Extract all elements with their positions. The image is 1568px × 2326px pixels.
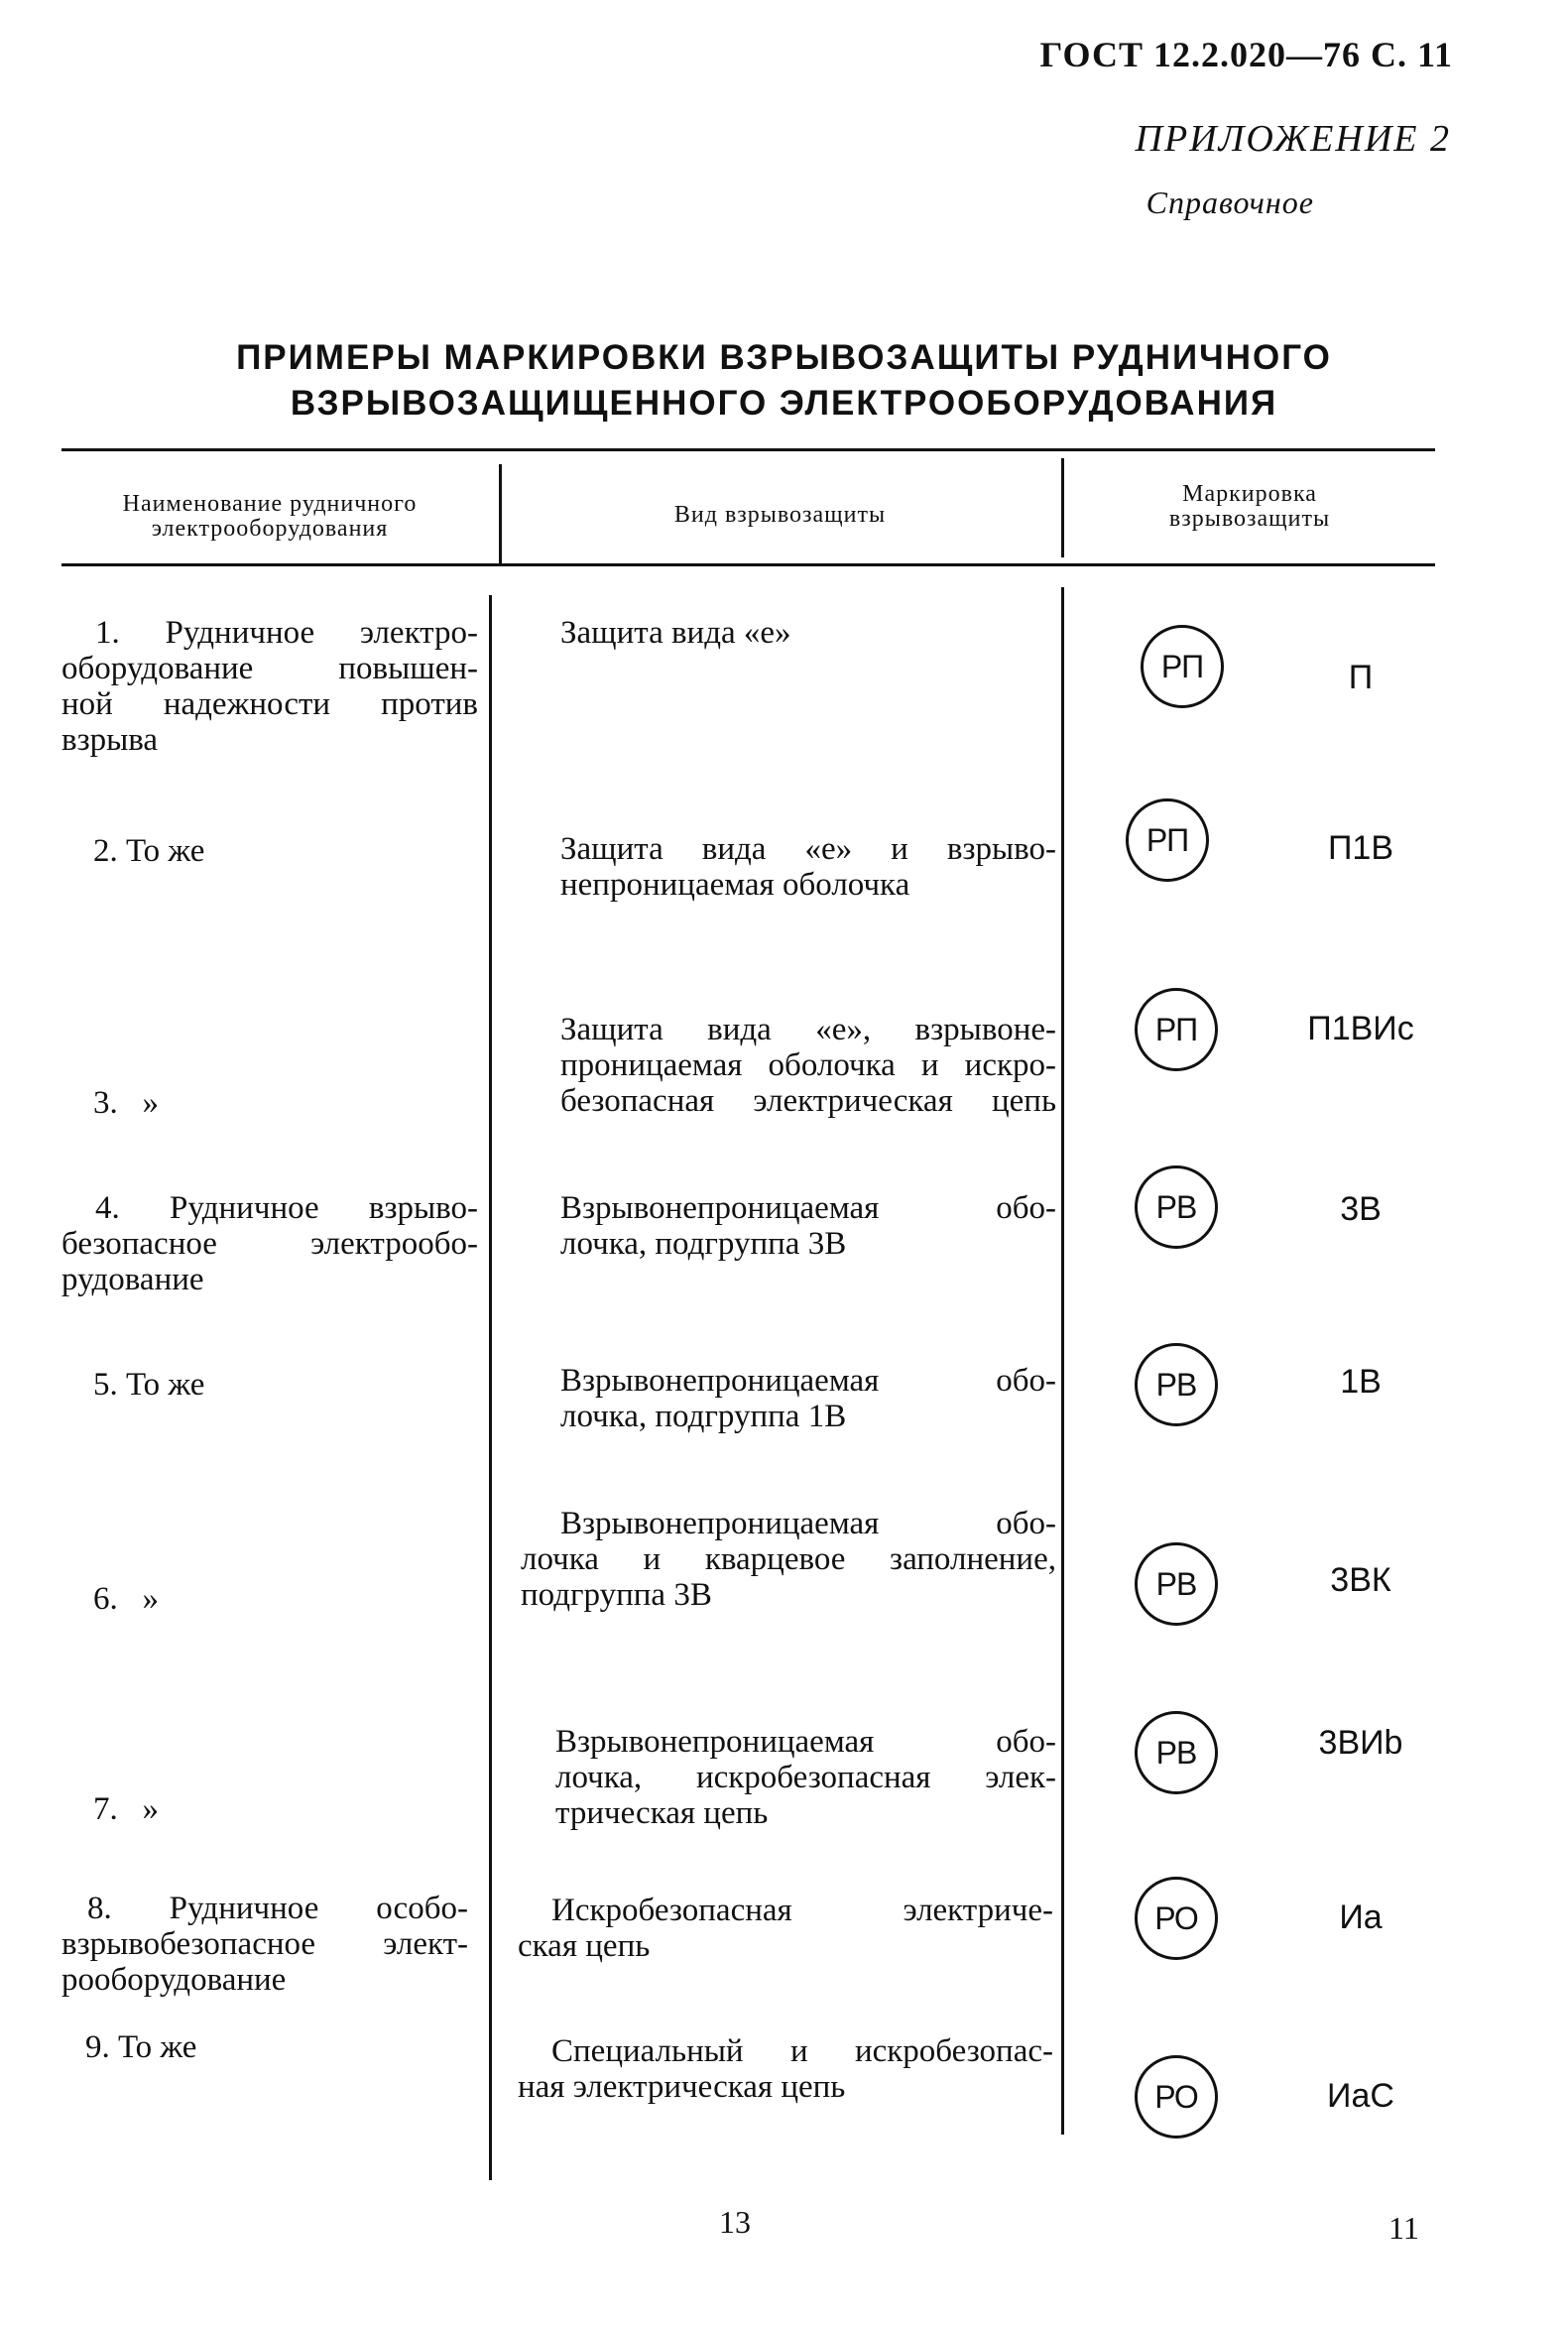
page-number-center: 13 bbox=[719, 2204, 751, 2240]
marking-symbol-icon: РВ bbox=[1135, 1542, 1218, 1626]
marking-symbol-icon: РВ bbox=[1135, 1165, 1218, 1249]
marking-code: 3ВК bbox=[1330, 1561, 1391, 1599]
marking-symbol-icon: РВ bbox=[1135, 1343, 1218, 1426]
table-row-4-name: 4. Рудничное взрыво- безопасное электрообо- рудование bbox=[61, 1190, 478, 1297]
table-row-7-name: 7. » bbox=[93, 1791, 159, 1827]
marking-symbol-icon: РП bbox=[1141, 625, 1224, 708]
title-line-1: ПРИМЕРЫ МАРКИРОВКИ ВЗРЫВОЗАЩИТЫ РУДНИЧНОГО bbox=[236, 338, 1332, 377]
marking-code: ИаС bbox=[1327, 2077, 1394, 2115]
table-row-2-name: 2. То же bbox=[93, 833, 205, 869]
table-row-9-name: 9. То же bbox=[85, 2029, 197, 2065]
marking-code: 3ВИb bbox=[1318, 1724, 1403, 1762]
header-bottom-rule bbox=[61, 563, 1435, 566]
table-row-9-protection: Специальный и искробезопас- ная электрическая цепь bbox=[518, 2033, 1053, 2105]
document-code: ГОСТ 12.2.020—76 С. 11 bbox=[1039, 35, 1453, 74]
marking-code: 1В bbox=[1340, 1363, 1382, 1401]
table-row-6-protection: Взрывонепроницаемая обо- лочка и кварцевое заполнение, подгруппа 3В bbox=[521, 1506, 1056, 1613]
appendix-label: ПРИЛОЖЕНИЕ 2 bbox=[1135, 118, 1451, 160]
marking-symbol-icon: РП bbox=[1135, 988, 1218, 1071]
header-cell-name: Наименование рудничного электрооборудования bbox=[122, 491, 418, 542]
marking-code: Иа bbox=[1339, 1898, 1383, 1936]
marking-symbol-icon: РО bbox=[1135, 1877, 1218, 1960]
marking-symbol-icon: РО bbox=[1135, 2055, 1218, 2139]
marking-symbol-icon: РВ bbox=[1135, 1711, 1218, 1794]
reference-label: Справочное bbox=[1146, 184, 1314, 220]
marking-code: П1В bbox=[1327, 829, 1394, 867]
page-title bbox=[0, 335, 1568, 427]
table-row-7-protection: Взрывонепроницаемая обо- лочка, искробезопасная элек- трическая цепь bbox=[555, 1724, 1056, 1831]
table-row-1-name: 1. Рудничное электро- оборудование повышен- ной надежности против взрыва bbox=[61, 615, 478, 758]
table-row-5-protection: Взрывонепроницаемая обо- лочка, подгруппа 1В bbox=[560, 1363, 1056, 1434]
table-row-5-name: 5. То же bbox=[93, 1367, 205, 1403]
marking-code: П bbox=[1348, 659, 1374, 696]
table-row-6-name: 6. » bbox=[93, 1581, 159, 1617]
title-line-2: ВЗРЫВОЗАЩИЩЕННОГО ЭЛЕКТРООБОРУДОВАНИЯ bbox=[290, 384, 1278, 423]
marking-code: 3В bbox=[1340, 1190, 1382, 1228]
table-row-2-protection: Защита вида «е» и взрыво- непроницаемая оболочка bbox=[560, 831, 1056, 903]
table-row-3-protection: Защита вида «е», взрывоне- проницаемая оболочка и искро- безопасная электрическая цепь bbox=[560, 1012, 1056, 1119]
table-top-rule bbox=[61, 448, 1435, 451]
marking-symbol-icon: РП bbox=[1126, 798, 1209, 882]
table-row-4-protection: Взрывонепроницаемая обо- лочка, подгруппа 3В bbox=[560, 1190, 1056, 1262]
table-row-8-name: 8. Рудничное особо- взрывобезопасное элект- рооборудование bbox=[61, 1891, 468, 1998]
body-divider-2 bbox=[1061, 587, 1064, 2135]
page-number-right: 11 bbox=[1388, 2210, 1419, 2246]
table-row-3-name: 3. » bbox=[93, 1085, 159, 1121]
header-cell-marking: Маркировка взрывозащиты bbox=[1168, 481, 1331, 532]
table-row-1-protection: Защита вида «е» bbox=[560, 615, 791, 651]
table-row-8-protection: Искробезопасная электриче- ская цепь bbox=[518, 1893, 1053, 1964]
marking-code: П1ВИс bbox=[1307, 1010, 1414, 1047]
header-cell-protection: Вид взрывозащиты bbox=[673, 502, 887, 528]
